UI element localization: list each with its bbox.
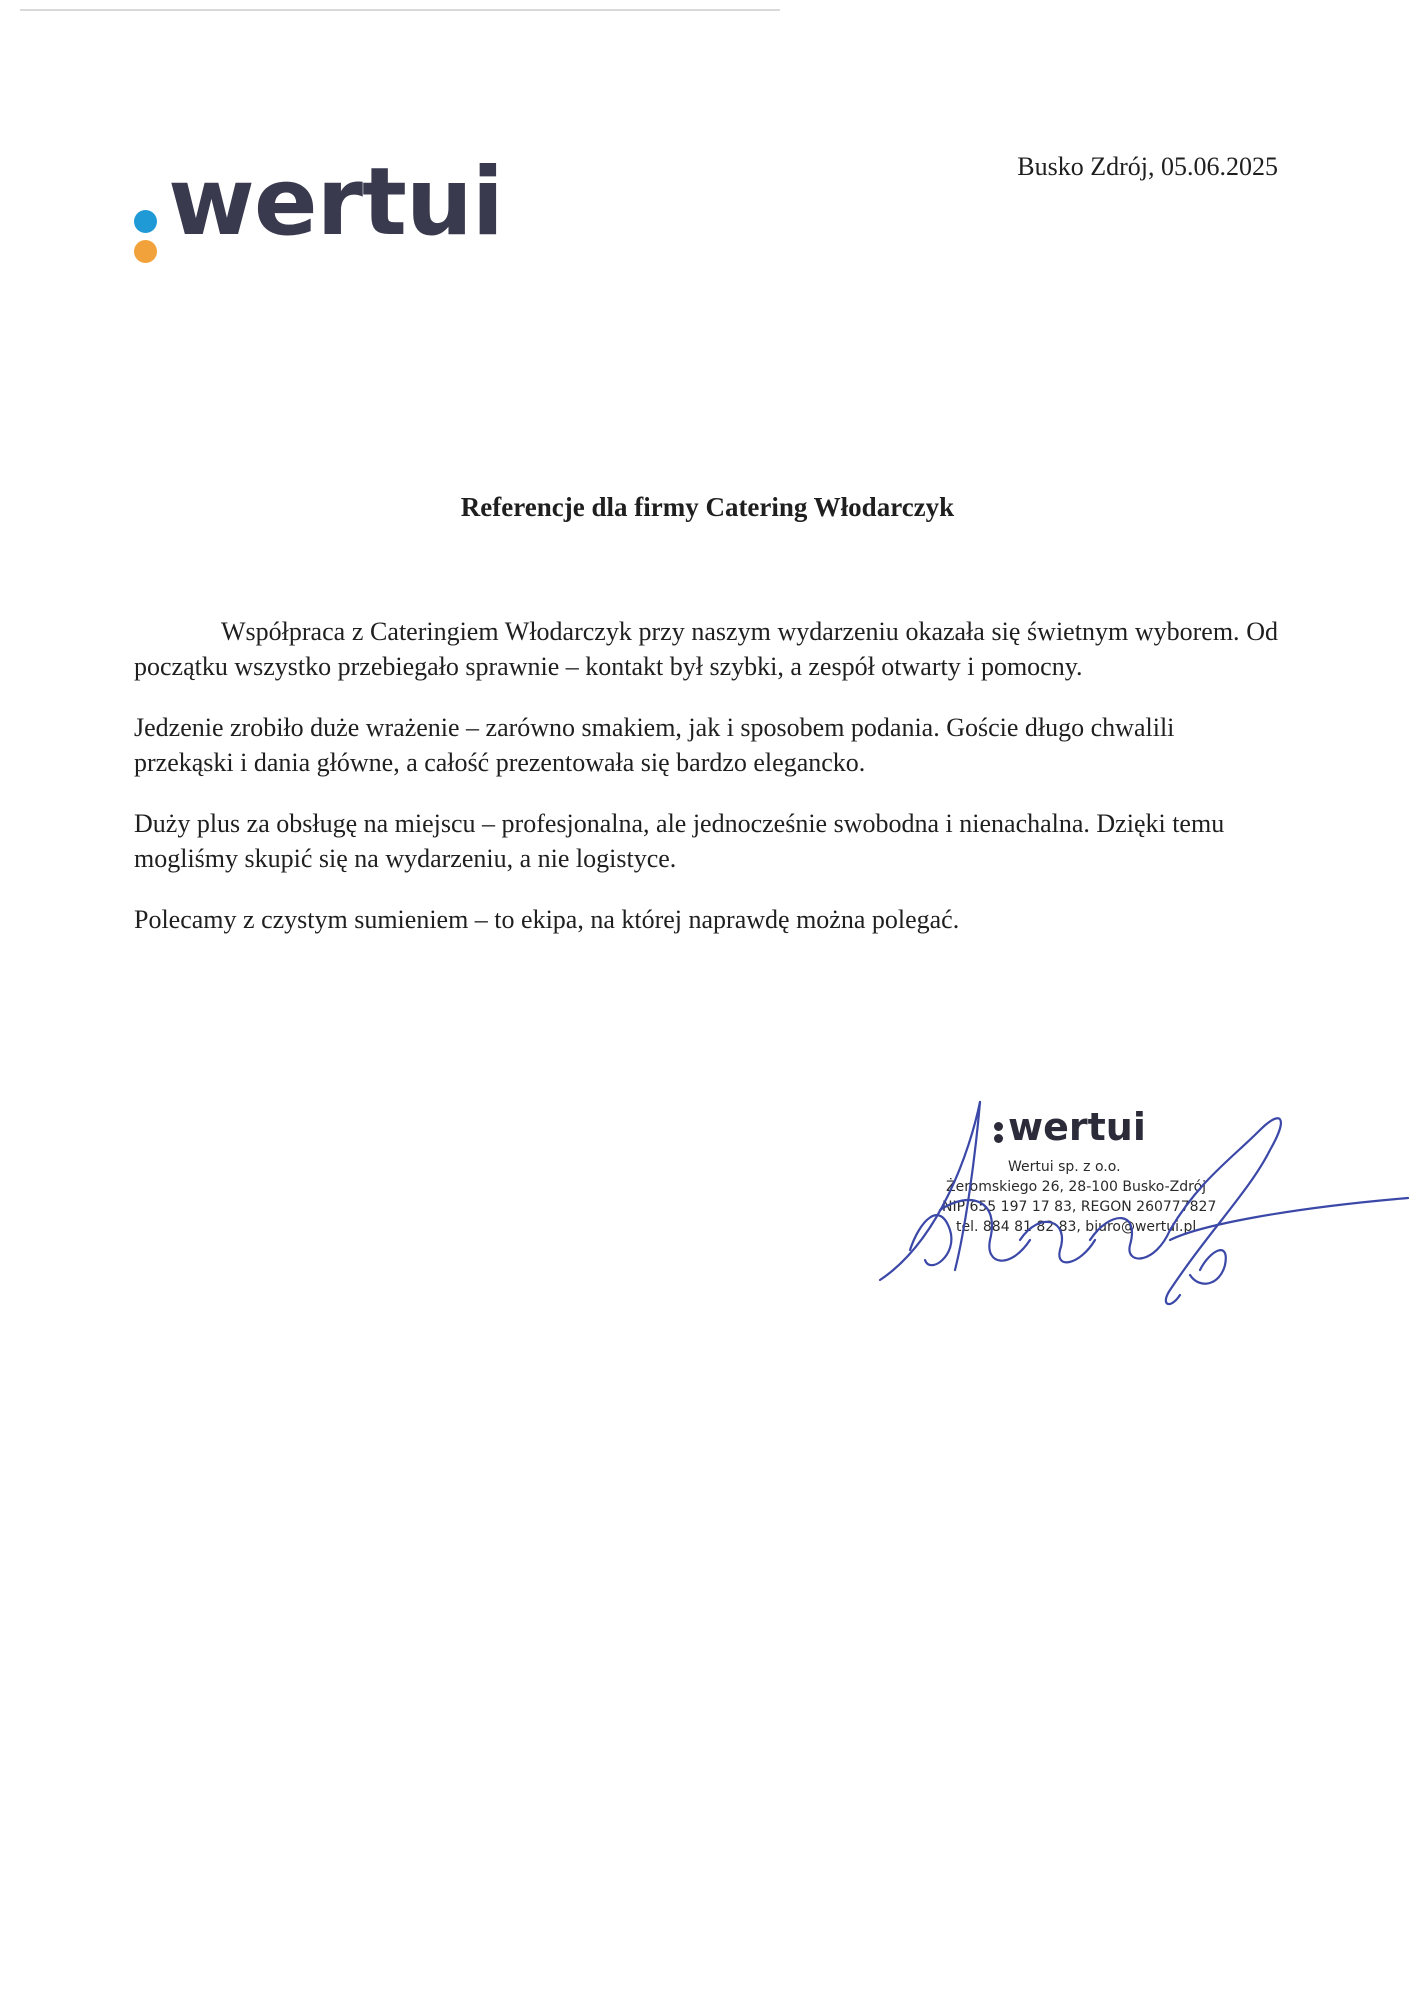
scan-edge-line	[20, 9, 780, 11]
paragraph-3: Duży plus za obsługę na miejscu – profesjonalna, ale jednocześnie swobodna i nienachalna. Dzięki temu mogliśmy skupić się na wydarzeniu, a nie logistyce.	[134, 809, 1225, 873]
paragraph-4: Polecamy z czystym sumieniem – to ekipa, na której naprawdę można polegać.	[134, 905, 960, 934]
stamp-registry: NIP 655 197 17 83, REGON 260777827	[942, 1199, 1217, 1215]
letter-body	[134, 614, 1278, 963]
stamp-dot-top	[994, 1122, 1003, 1131]
company-logo	[134, 148, 504, 257]
logo-blue-dot	[134, 210, 157, 233]
place-and-date: Busko Zdrój, 05.06.2025	[1017, 152, 1278, 181]
signature-stroke-9	[1190, 1250, 1226, 1284]
stamp-address: Żeromskiego 26, 28-100 Busko-Zdrój	[946, 1179, 1207, 1195]
paragraph-1: Współpraca z Cateringiem Włodarczyk przy naszym wydarzeniu okazała się świetnym wyborem. Od początku wszystko przebiegało sprawnie – kontakt był szybki, a zespół otwarty i pomocny.	[134, 617, 1278, 681]
letter-title: Referencje dla firmy Catering Włodarczyk	[460, 492, 955, 522]
logo-wordmark: wertui	[168, 148, 504, 257]
stamp-contact: tel. 884 81 82 83, biuro@wertui.pl	[956, 1219, 1197, 1235]
stamp-company-name: Wertui sp. z o.o.	[1008, 1159, 1121, 1175]
logo-orange-dot	[134, 240, 157, 263]
stamp-logo	[994, 1105, 1146, 1149]
stamp-dots-icon	[994, 1110, 1004, 1144]
stamp-dot-bottom	[994, 1134, 1003, 1143]
company-stamp	[936, 1105, 1236, 1245]
paragraph-2: Jedzenie zrobiło duże wrażenie – zarówno smakiem, jak i sposobem podania. Goście długo chwalili przekąski i dania główne, a całość prezentowała się bardzo elegancko.	[134, 713, 1175, 777]
logo-dots-icon	[134, 178, 158, 250]
stamp-wordmark: wertui	[1008, 1105, 1146, 1149]
